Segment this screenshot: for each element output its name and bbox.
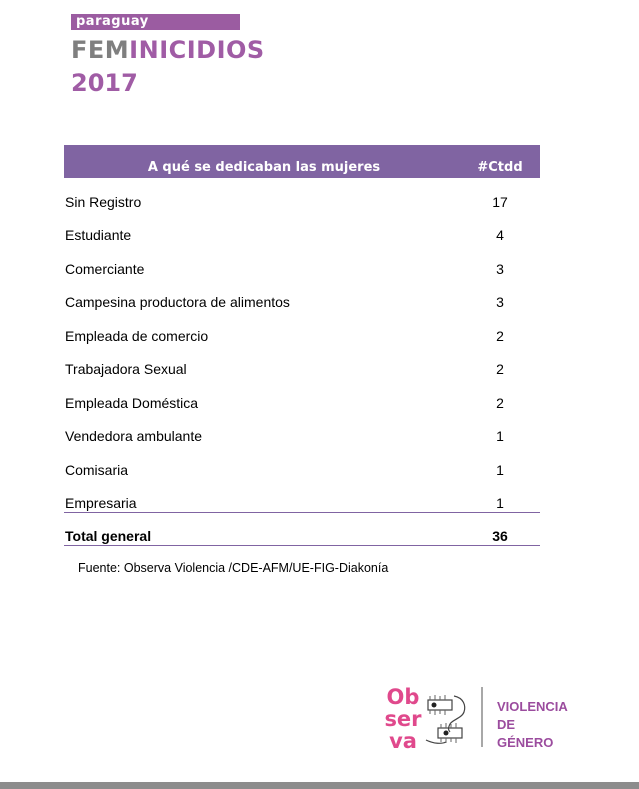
- total-label: Total general: [65, 528, 152, 544]
- row-label: Vendedora ambulante: [65, 428, 202, 444]
- total-rule-bottom: [64, 545, 540, 546]
- row-count: 17: [492, 194, 508, 210]
- total-rule-top: [64, 512, 540, 513]
- observa-logo-icon: [424, 690, 468, 748]
- logo-text-ob: Ob: [386, 685, 420, 709]
- row-count: 4: [496, 227, 504, 243]
- row-label: Comisaria: [65, 462, 129, 478]
- column-header-count: #Ctdd: [477, 160, 523, 175]
- row-label: Empleada de comercio: [65, 328, 209, 344]
- table-row: [64, 392, 540, 414]
- column-header-occupation: A qué se dedicaban las mujeres: [147, 160, 381, 175]
- source-note: Fuente: Observa Violencia /CDE-AFM/UE-FIG-Diakonía: [78, 561, 389, 575]
- row-label: Campesina productora de alimentos: [65, 294, 290, 310]
- row-count: 1: [496, 428, 504, 444]
- table-row: [64, 492, 540, 514]
- total-count: 36: [492, 528, 508, 544]
- row-label: Comerciante: [65, 261, 145, 277]
- table-row: [64, 258, 540, 280]
- table-row: [64, 325, 540, 347]
- row-label: Trabajadora Sexual: [65, 361, 187, 377]
- logo-text-va: va: [389, 729, 417, 753]
- table-row: [64, 291, 540, 313]
- total-row: [64, 525, 540, 547]
- title-part-inicidios: INICIDIOS: [129, 36, 265, 64]
- country-label: paraguay: [76, 14, 149, 29]
- title-year: 2017: [71, 69, 138, 97]
- row-label: Empresaria: [65, 495, 137, 511]
- row-count: 1: [496, 462, 504, 478]
- row-count: 3: [496, 294, 504, 310]
- logo-text-violencia: VIOLENCIA: [497, 699, 568, 714]
- violencia-de-genero-logo: [497, 698, 568, 752]
- row-count: 2: [496, 328, 504, 344]
- row-label: Estudiante: [65, 227, 132, 243]
- row-count: 2: [496, 395, 504, 411]
- row-count: 3: [496, 261, 504, 277]
- title-part-fem: FEM: [71, 36, 130, 64]
- row-label: Empleada Doméstica: [65, 395, 199, 411]
- observa-logo-wordmark: [381, 686, 425, 752]
- logo-text-ser: ser: [384, 707, 422, 731]
- row-count: 2: [496, 361, 504, 377]
- row-label: Sin Registro: [65, 194, 142, 210]
- table-row: [64, 425, 540, 447]
- table-row: [64, 191, 540, 213]
- table-row: [64, 224, 540, 246]
- page-bottom-bar: [0, 782, 639, 789]
- logo-text-genero: GÉNERO: [497, 735, 554, 750]
- table-row: [64, 358, 540, 380]
- logo-divider: [481, 687, 483, 747]
- row-count: 1: [496, 495, 504, 511]
- table-header: [64, 145, 540, 178]
- table-row: [64, 459, 540, 481]
- logo-text-de: DE: [497, 717, 516, 732]
- page-title: [71, 36, 265, 64]
